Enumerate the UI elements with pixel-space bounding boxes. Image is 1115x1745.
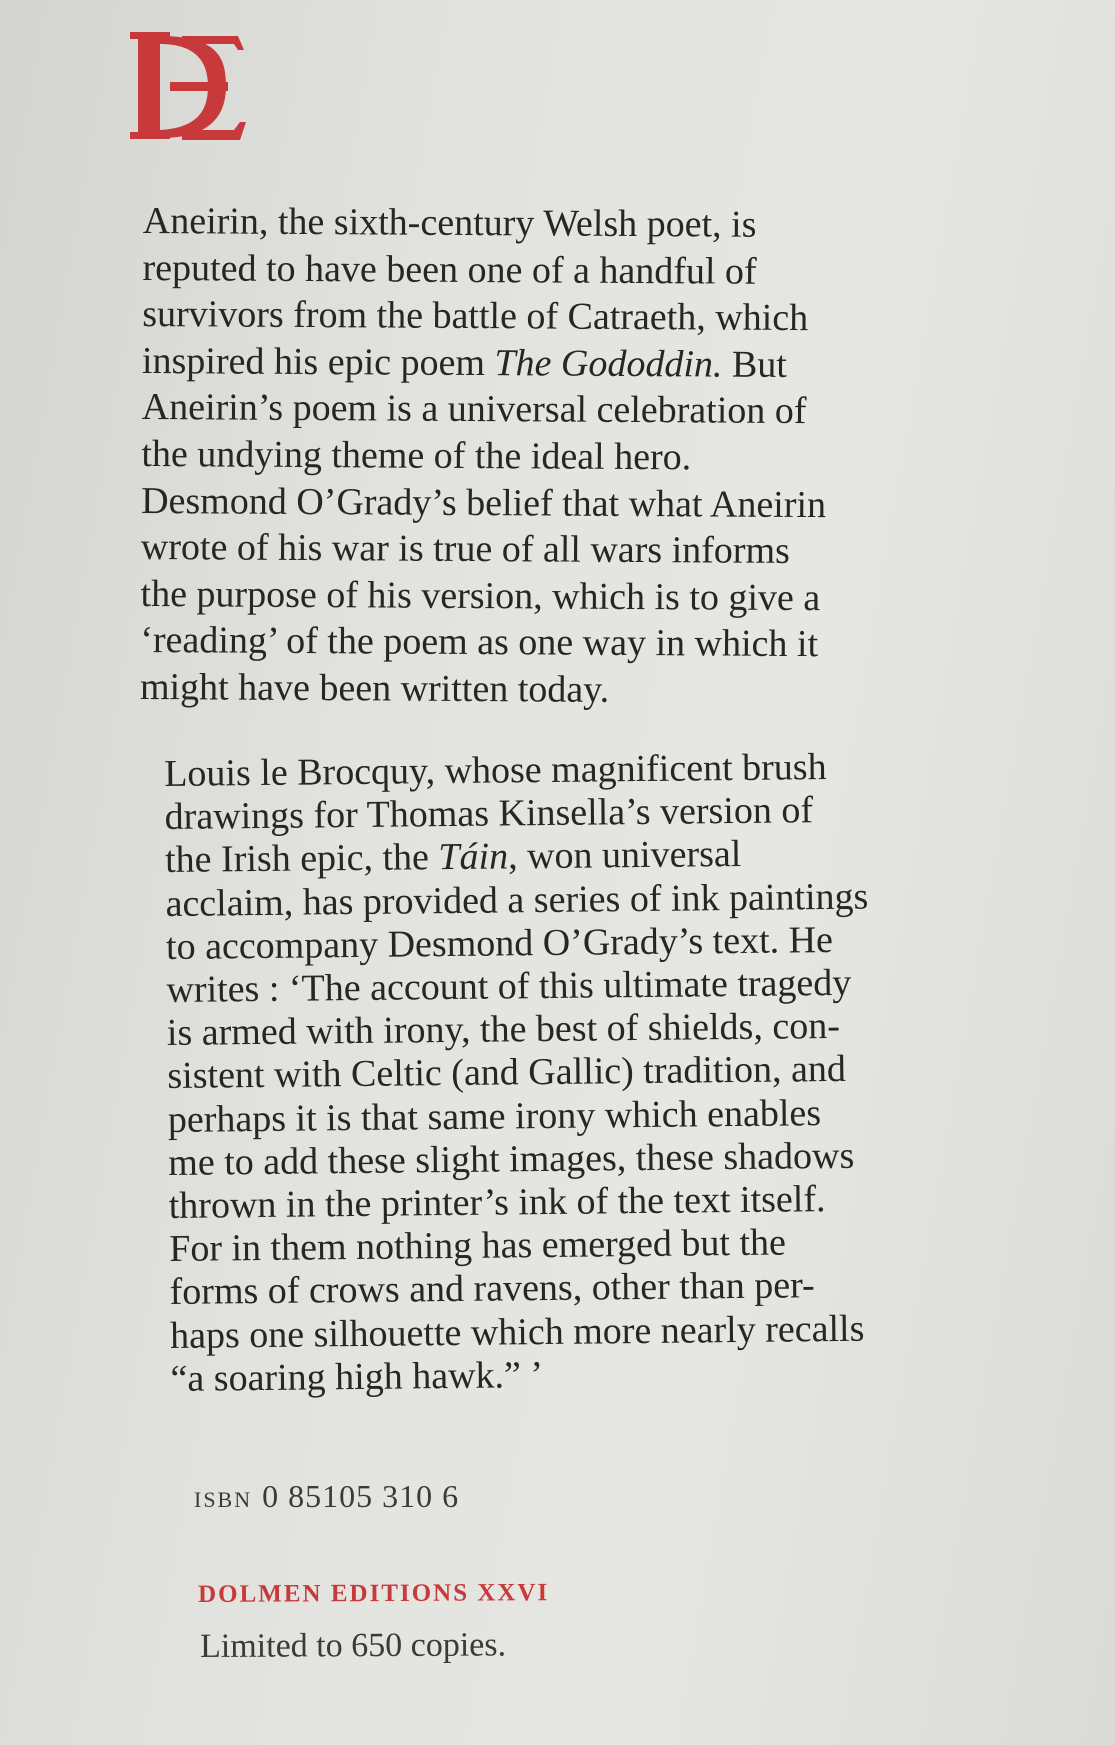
text-line: survivors from the battle of Catraeth, which [142, 293, 809, 340]
text-line: the undying theme of the ideal hero. [141, 432, 692, 479]
text-line: the purpose of his version, which is to give a [140, 572, 821, 619]
text-line [142, 338, 982, 390]
isbn-label: ISBN [194, 1487, 253, 1512]
text-line: “a soaring high hawk.” ’ [170, 1353, 544, 1400]
description-paragraph-1 [140, 198, 983, 716]
text-fragment: inspired his epic poem [141, 339, 495, 384]
text-line: acclaim, has provided a series of ink paintings [165, 875, 869, 925]
epic-title-italic: Táin [438, 835, 509, 879]
text-line: Louis le Brocquy, whose magnificent brush [164, 746, 827, 795]
text-line: sistent with Celtic (and Gallic) tradition, and [167, 1048, 847, 1098]
text-fragment: , won universal [507, 833, 742, 878]
text-line: Aneirin’s poem is a universal celebration of [141, 386, 807, 433]
text-line: ‘reading’ of the poem as one way in which it [140, 619, 819, 666]
text-line: drawings for Thomas Kinsella’s version of [164, 789, 814, 839]
text-line: Aneirin, the sixth-century Welsh poet, is [142, 199, 757, 246]
dolmen-monogram-icon [130, 28, 246, 146]
series-imprint: DOLMEN EDITIONS XXVI [198, 1579, 550, 1608]
text-line: writes : ‘The account of this ultimate tragedy [166, 961, 852, 1012]
text-fragment: the Irish epic, the [164, 836, 439, 882]
text-line: perhaps it is that same irony which enables [167, 1091, 822, 1141]
text-line: Desmond O’Grady’s belief that what Aneirin [141, 479, 827, 526]
text-line: forms of crows and ravens, other than per- [169, 1264, 815, 1314]
description-paragraph-2 [164, 744, 1011, 1401]
text-line: is armed with irony, the best of shields, con- [166, 1005, 841, 1055]
text-line: to accompany Desmond O’Grady’s text. He [165, 918, 834, 968]
text-line: reputed to have been one of a handful of [142, 246, 757, 293]
isbn [194, 1478, 459, 1515]
edition-limit-note: Limited to 650 copies. [200, 1626, 507, 1665]
isbn-number: 0 85105 310 6 [262, 1478, 460, 1514]
text-fragment: But [722, 343, 788, 386]
text-line: For in them nothing has emerged but the [168, 1221, 787, 1271]
text-line: wrote of his war is true of all wars informs [140, 526, 790, 573]
text-line: thrown in the printer’s ink of the text itself. [168, 1178, 826, 1228]
text-line: me to add these slight images, these shadows [168, 1134, 855, 1184]
book-title-italic: The Gododdin. [494, 341, 723, 386]
text-line: haps one silhouette which more nearly recalls [169, 1307, 865, 1357]
text-line: might have been written today. [139, 665, 610, 711]
